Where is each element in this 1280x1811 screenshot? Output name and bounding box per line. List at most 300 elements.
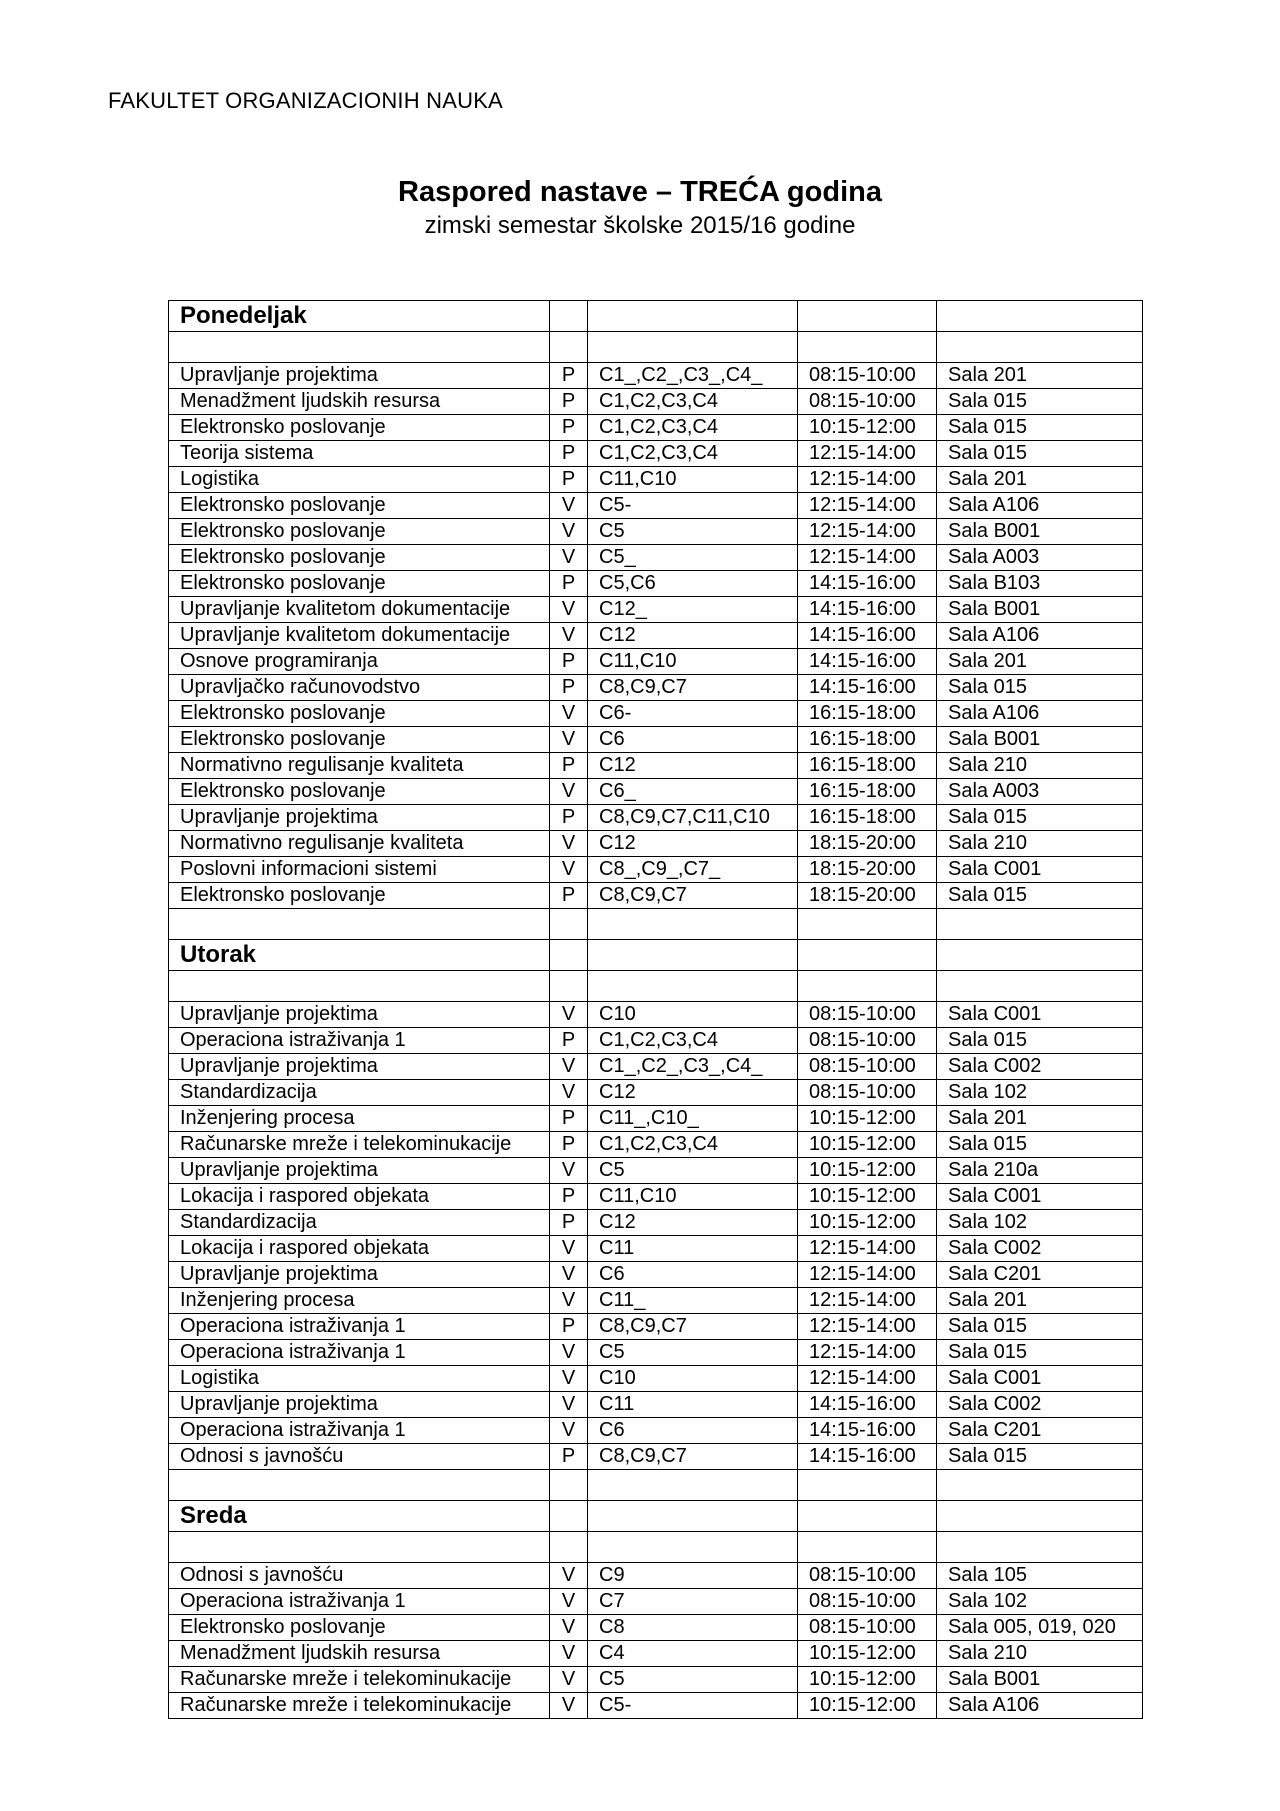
empty-cell bbox=[798, 301, 937, 332]
time-cell: 10:15-12:00 bbox=[798, 1641, 937, 1667]
empty-cell bbox=[550, 909, 588, 940]
table-row bbox=[169, 701, 1143, 727]
room-cell: Sala B001 bbox=[937, 727, 1143, 753]
room-cell: Sala C201 bbox=[937, 1418, 1143, 1444]
groups-cell: C9 bbox=[588, 1563, 798, 1589]
time-cell: 14:15-16:00 bbox=[798, 649, 937, 675]
room-cell: Sala 015 bbox=[937, 805, 1143, 831]
subject-cell: Menadžment ljudskih resursa bbox=[169, 1641, 550, 1667]
table-row bbox=[169, 1392, 1143, 1418]
groups-cell: C1_,C2_,C3_,C4_ bbox=[588, 1054, 798, 1080]
type-cell: V bbox=[550, 779, 588, 805]
subject-cell: Lokacija i raspored objekata bbox=[169, 1184, 550, 1210]
type-cell: V bbox=[550, 1340, 588, 1366]
room-cell: Sala 201 bbox=[937, 1106, 1143, 1132]
time-cell: 12:15-14:00 bbox=[798, 1288, 937, 1314]
room-cell: Sala 015 bbox=[937, 1028, 1143, 1054]
subject-cell: Operaciona istraživanja 1 bbox=[169, 1418, 550, 1444]
table-row bbox=[169, 1314, 1143, 1340]
groups-cell: C5 bbox=[588, 519, 798, 545]
empty-cell bbox=[798, 1470, 937, 1501]
empty-cell bbox=[550, 1470, 588, 1501]
table-row bbox=[169, 1615, 1143, 1641]
table-row bbox=[169, 753, 1143, 779]
room-cell: Sala 201 bbox=[937, 1288, 1143, 1314]
subject-cell: Računarske mreže i telekominukacije bbox=[169, 1132, 550, 1158]
type-cell: P bbox=[550, 415, 588, 441]
table-row bbox=[169, 1158, 1143, 1184]
groups-cell: C11 bbox=[588, 1236, 798, 1262]
type-cell: V bbox=[550, 1158, 588, 1184]
empty-cell bbox=[937, 1501, 1143, 1532]
table-row bbox=[169, 519, 1143, 545]
subject-cell: Logistika bbox=[169, 467, 550, 493]
groups-cell: C1,C2,C3,C4 bbox=[588, 441, 798, 467]
table-row bbox=[169, 1563, 1143, 1589]
empty-cell bbox=[798, 971, 937, 1002]
room-cell: Sala A003 bbox=[937, 545, 1143, 571]
empty-cell bbox=[588, 1501, 798, 1532]
table-row bbox=[169, 597, 1143, 623]
type-cell: V bbox=[550, 1641, 588, 1667]
subject-cell: Menadžment ljudskih resursa bbox=[169, 389, 550, 415]
groups-cell: C5 bbox=[588, 1667, 798, 1693]
room-cell: Sala 015 bbox=[937, 441, 1143, 467]
subject-cell: Upravljanje kvalitetom dokumentacije bbox=[169, 597, 550, 623]
time-cell: 08:15-10:00 bbox=[798, 1028, 937, 1054]
room-cell: Sala 015 bbox=[937, 415, 1143, 441]
empty-cell bbox=[169, 1532, 550, 1563]
time-cell: 10:15-12:00 bbox=[798, 1106, 937, 1132]
subject-cell: Računarske mreže i telekominukacije bbox=[169, 1693, 550, 1719]
room-cell: Sala 210 bbox=[937, 753, 1143, 779]
spacer-row bbox=[169, 1470, 1143, 1501]
subject-cell: Standardizacija bbox=[169, 1210, 550, 1236]
type-cell: V bbox=[550, 701, 588, 727]
empty-cell bbox=[588, 1532, 798, 1563]
spacer-row bbox=[169, 1532, 1143, 1563]
room-cell: Sala 105 bbox=[937, 1563, 1143, 1589]
table-row bbox=[169, 779, 1143, 805]
type-cell: P bbox=[550, 467, 588, 493]
groups-cell: C1,C2,C3,C4 bbox=[588, 1132, 798, 1158]
groups-cell: C12_ bbox=[588, 597, 798, 623]
table-row bbox=[169, 363, 1143, 389]
time-cell: 14:15-16:00 bbox=[798, 597, 937, 623]
type-cell: P bbox=[550, 883, 588, 909]
empty-cell bbox=[588, 909, 798, 940]
type-cell: P bbox=[550, 753, 588, 779]
groups-cell: C10 bbox=[588, 1366, 798, 1392]
groups-cell: C6 bbox=[588, 1418, 798, 1444]
time-cell: 14:15-16:00 bbox=[798, 1444, 937, 1470]
subject-cell: Upravljanje projektima bbox=[169, 363, 550, 389]
time-cell: 10:15-12:00 bbox=[798, 1184, 937, 1210]
type-cell: P bbox=[550, 1314, 588, 1340]
table-row bbox=[169, 883, 1143, 909]
subject-cell: Elektronsko poslovanje bbox=[169, 701, 550, 727]
table-row bbox=[169, 1002, 1143, 1028]
type-cell: V bbox=[550, 493, 588, 519]
groups-cell: C11,C10 bbox=[588, 649, 798, 675]
table-row bbox=[169, 1641, 1143, 1667]
time-cell: 16:15-18:00 bbox=[798, 753, 937, 779]
subject-cell: Elektronsko poslovanje bbox=[169, 415, 550, 441]
day-header-row bbox=[169, 940, 1143, 971]
table-row bbox=[169, 1444, 1143, 1470]
table-row bbox=[169, 467, 1143, 493]
table-row bbox=[169, 1418, 1143, 1444]
subject-cell: Upravljanje projektima bbox=[169, 1054, 550, 1080]
time-cell: 08:15-10:00 bbox=[798, 1615, 937, 1641]
faculty-name: FAKULTET ORGANIZACIONIH NAUKA bbox=[108, 88, 503, 113]
type-cell: P bbox=[550, 1028, 588, 1054]
room-cell: Sala C001 bbox=[937, 1184, 1143, 1210]
groups-cell: C8,C9,C7 bbox=[588, 883, 798, 909]
table-row bbox=[169, 1667, 1143, 1693]
room-cell: Sala B001 bbox=[937, 1667, 1143, 1693]
groups-cell: C11 bbox=[588, 1392, 798, 1418]
groups-cell: C12 bbox=[588, 831, 798, 857]
room-cell: Sala C002 bbox=[937, 1392, 1143, 1418]
groups-cell: C6 bbox=[588, 1262, 798, 1288]
table-row bbox=[169, 1028, 1143, 1054]
table-row bbox=[169, 727, 1143, 753]
empty-cell bbox=[588, 971, 798, 1002]
subject-cell: Upravljanje projektima bbox=[169, 1262, 550, 1288]
table-row bbox=[169, 1236, 1143, 1262]
room-cell: Sala A106 bbox=[937, 493, 1143, 519]
subject-cell: Upravljanje projektima bbox=[169, 1158, 550, 1184]
groups-cell: C5- bbox=[588, 493, 798, 519]
subject-cell: Elektronsko poslovanje bbox=[169, 727, 550, 753]
table-row bbox=[169, 1262, 1143, 1288]
type-cell: V bbox=[550, 1392, 588, 1418]
groups-cell: C1,C2,C3,C4 bbox=[588, 389, 798, 415]
subject-cell: Operaciona istraživanja 1 bbox=[169, 1340, 550, 1366]
groups-cell: C8,C9,C7,C11,C10 bbox=[588, 805, 798, 831]
schedule-body bbox=[169, 301, 1143, 1719]
table-row bbox=[169, 545, 1143, 571]
groups-cell: C8 bbox=[588, 1615, 798, 1641]
type-cell: V bbox=[550, 727, 588, 753]
type-cell: V bbox=[550, 623, 588, 649]
groups-cell: C12 bbox=[588, 1210, 798, 1236]
type-cell: V bbox=[550, 1288, 588, 1314]
subject-cell: Elektronsko poslovanje bbox=[169, 779, 550, 805]
type-cell: P bbox=[550, 675, 588, 701]
table-row bbox=[169, 805, 1143, 831]
type-cell: P bbox=[550, 1210, 588, 1236]
type-cell: V bbox=[550, 519, 588, 545]
subject-cell: Inženjering procesa bbox=[169, 1106, 550, 1132]
table-row bbox=[169, 1054, 1143, 1080]
room-cell: Sala 210 bbox=[937, 1641, 1143, 1667]
time-cell: 08:15-10:00 bbox=[798, 1080, 937, 1106]
day-header: Sreda bbox=[169, 1501, 550, 1532]
subject-cell: Normativno regulisanje kvaliteta bbox=[169, 753, 550, 779]
room-cell: Sala A106 bbox=[937, 623, 1143, 649]
groups-cell: C5 bbox=[588, 1340, 798, 1366]
table-row bbox=[169, 1106, 1143, 1132]
subject-cell: Osnove programiranja bbox=[169, 649, 550, 675]
room-cell: Sala 210a bbox=[937, 1158, 1143, 1184]
table-row bbox=[169, 623, 1143, 649]
subject-cell: Odnosi s javnošću bbox=[169, 1444, 550, 1470]
subject-cell: Poslovni informacioni sistemi bbox=[169, 857, 550, 883]
table-row bbox=[169, 1340, 1143, 1366]
groups-cell: C5 bbox=[588, 1158, 798, 1184]
room-cell: Sala 015 bbox=[937, 675, 1143, 701]
groups-cell: C11_,C10_ bbox=[588, 1106, 798, 1132]
groups-cell: C12 bbox=[588, 753, 798, 779]
groups-cell: C7 bbox=[588, 1589, 798, 1615]
subject-cell: Elektronsko poslovanje bbox=[169, 1615, 550, 1641]
groups-cell: C8,C9,C7 bbox=[588, 675, 798, 701]
empty-cell bbox=[588, 332, 798, 363]
time-cell: 14:15-16:00 bbox=[798, 1392, 937, 1418]
type-cell: V bbox=[550, 1080, 588, 1106]
table-row bbox=[169, 415, 1143, 441]
time-cell: 12:15-14:00 bbox=[798, 1314, 937, 1340]
time-cell: 10:15-12:00 bbox=[798, 1210, 937, 1236]
room-cell: Sala C201 bbox=[937, 1262, 1143, 1288]
table-row bbox=[169, 1288, 1143, 1314]
groups-cell: C1,C2,C3,C4 bbox=[588, 415, 798, 441]
subject-cell: Elektronsko poslovanje bbox=[169, 883, 550, 909]
table-row bbox=[169, 441, 1143, 467]
type-cell: V bbox=[550, 1589, 588, 1615]
groups-cell: C1_,C2_,C3_,C4_ bbox=[588, 363, 798, 389]
table-row bbox=[169, 493, 1143, 519]
room-cell: Sala 102 bbox=[937, 1589, 1143, 1615]
empty-cell bbox=[550, 1532, 588, 1563]
type-cell: P bbox=[550, 571, 588, 597]
subject-cell: Operaciona istraživanja 1 bbox=[169, 1028, 550, 1054]
table-row bbox=[169, 1589, 1143, 1615]
table-row bbox=[169, 1184, 1143, 1210]
time-cell: 12:15-14:00 bbox=[798, 441, 937, 467]
groups-cell: C6- bbox=[588, 701, 798, 727]
empty-cell bbox=[937, 940, 1143, 971]
groups-cell: C6 bbox=[588, 727, 798, 753]
time-cell: 12:15-14:00 bbox=[798, 545, 937, 571]
subject-cell: Lokacija i raspored objekata bbox=[169, 1236, 550, 1262]
table-row bbox=[169, 1080, 1143, 1106]
time-cell: 08:15-10:00 bbox=[798, 363, 937, 389]
subject-cell: Upravljanje kvalitetom dokumentacije bbox=[169, 623, 550, 649]
table-row bbox=[169, 831, 1143, 857]
time-cell: 18:15-20:00 bbox=[798, 883, 937, 909]
subject-cell: Upravljanje projektima bbox=[169, 805, 550, 831]
type-cell: V bbox=[550, 1418, 588, 1444]
type-cell: V bbox=[550, 1054, 588, 1080]
room-cell: Sala A106 bbox=[937, 701, 1143, 727]
room-cell: Sala 102 bbox=[937, 1210, 1143, 1236]
subject-cell: Elektronsko poslovanje bbox=[169, 519, 550, 545]
groups-cell: C5,C6 bbox=[588, 571, 798, 597]
time-cell: 08:15-10:00 bbox=[798, 389, 937, 415]
room-cell: Sala 201 bbox=[937, 467, 1143, 493]
subject-cell: Računarske mreže i telekominukacije bbox=[169, 1667, 550, 1693]
schedule-table bbox=[168, 300, 1143, 1719]
room-cell: Sala 015 bbox=[937, 1444, 1143, 1470]
page-title: Raspored nastave – TREĆA godina bbox=[398, 176, 882, 208]
room-cell: Sala 005, 019, 020 bbox=[937, 1615, 1143, 1641]
room-cell: Sala 015 bbox=[937, 1132, 1143, 1158]
empty-cell bbox=[550, 332, 588, 363]
groups-cell: C1,C2,C3,C4 bbox=[588, 1028, 798, 1054]
room-cell: Sala 015 bbox=[937, 883, 1143, 909]
type-cell: P bbox=[550, 1106, 588, 1132]
room-cell: Sala 015 bbox=[937, 389, 1143, 415]
subject-cell: Normativno regulisanje kvaliteta bbox=[169, 831, 550, 857]
type-cell: V bbox=[550, 1615, 588, 1641]
empty-cell bbox=[798, 940, 937, 971]
time-cell: 12:15-14:00 bbox=[798, 467, 937, 493]
time-cell: 08:15-10:00 bbox=[798, 1589, 937, 1615]
time-cell: 18:15-20:00 bbox=[798, 831, 937, 857]
room-cell: Sala B001 bbox=[937, 519, 1143, 545]
type-cell: P bbox=[550, 805, 588, 831]
time-cell: 16:15-18:00 bbox=[798, 779, 937, 805]
spacer-row bbox=[169, 909, 1143, 940]
time-cell: 14:15-16:00 bbox=[798, 623, 937, 649]
room-cell: Sala 201 bbox=[937, 363, 1143, 389]
day-header-row bbox=[169, 1501, 1143, 1532]
table-row bbox=[169, 857, 1143, 883]
type-cell: V bbox=[550, 1002, 588, 1028]
room-cell: Sala 015 bbox=[937, 1340, 1143, 1366]
table-row bbox=[169, 1366, 1143, 1392]
table-row bbox=[169, 1693, 1143, 1719]
groups-cell: C5- bbox=[588, 1693, 798, 1719]
empty-cell bbox=[798, 909, 937, 940]
empty-cell bbox=[550, 971, 588, 1002]
table-row bbox=[169, 1132, 1143, 1158]
time-cell: 14:15-16:00 bbox=[798, 675, 937, 701]
empty-cell bbox=[937, 971, 1143, 1002]
type-cell: V bbox=[550, 1262, 588, 1288]
time-cell: 12:15-14:00 bbox=[798, 1366, 937, 1392]
subject-cell: Standardizacija bbox=[169, 1080, 550, 1106]
table-row bbox=[169, 389, 1143, 415]
type-cell: P bbox=[550, 363, 588, 389]
type-cell: V bbox=[550, 1693, 588, 1719]
type-cell: P bbox=[550, 1132, 588, 1158]
type-cell: V bbox=[550, 1236, 588, 1262]
time-cell: 16:15-18:00 bbox=[798, 727, 937, 753]
room-cell: Sala B103 bbox=[937, 571, 1143, 597]
empty-cell bbox=[588, 940, 798, 971]
subject-cell: Upravljanje projektima bbox=[169, 1392, 550, 1418]
subject-cell: Elektronsko poslovanje bbox=[169, 571, 550, 597]
empty-cell bbox=[937, 301, 1143, 332]
room-cell: Sala C001 bbox=[937, 1366, 1143, 1392]
empty-cell bbox=[937, 1470, 1143, 1501]
subject-cell: Upravljanje projektima bbox=[169, 1002, 550, 1028]
groups-cell: C8,C9,C7 bbox=[588, 1314, 798, 1340]
room-cell: Sala 210 bbox=[937, 831, 1143, 857]
empty-cell bbox=[798, 332, 937, 363]
empty-cell bbox=[169, 971, 550, 1002]
time-cell: 16:15-18:00 bbox=[798, 701, 937, 727]
subject-cell: Odnosi s javnošću bbox=[169, 1563, 550, 1589]
day-header: Ponedeljak bbox=[169, 301, 550, 332]
groups-cell: C8,C9,C7 bbox=[588, 1444, 798, 1470]
room-cell: Sala C002 bbox=[937, 1054, 1143, 1080]
room-cell: Sala 102 bbox=[937, 1080, 1143, 1106]
groups-cell: C11_ bbox=[588, 1288, 798, 1314]
type-cell: P bbox=[550, 1444, 588, 1470]
type-cell: V bbox=[550, 1366, 588, 1392]
empty-cell bbox=[550, 1501, 588, 1532]
groups-cell: C11,C10 bbox=[588, 467, 798, 493]
time-cell: 14:15-16:00 bbox=[798, 571, 937, 597]
empty-cell bbox=[798, 1501, 937, 1532]
room-cell: Sala C001 bbox=[937, 1002, 1143, 1028]
type-cell: P bbox=[550, 649, 588, 675]
empty-cell bbox=[550, 940, 588, 971]
room-cell: Sala A106 bbox=[937, 1693, 1143, 1719]
time-cell: 12:15-14:00 bbox=[798, 1236, 937, 1262]
empty-cell bbox=[169, 909, 550, 940]
room-cell: Sala B001 bbox=[937, 597, 1143, 623]
subject-cell: Teorija sistema bbox=[169, 441, 550, 467]
type-cell: V bbox=[550, 597, 588, 623]
time-cell: 14:15-16:00 bbox=[798, 1418, 937, 1444]
room-cell: Sala C001 bbox=[937, 857, 1143, 883]
room-cell: Sala C002 bbox=[937, 1236, 1143, 1262]
time-cell: 10:15-12:00 bbox=[798, 1693, 937, 1719]
type-cell: P bbox=[550, 441, 588, 467]
table-row bbox=[169, 1210, 1143, 1236]
type-cell: V bbox=[550, 545, 588, 571]
type-cell: V bbox=[550, 831, 588, 857]
groups-cell: C10 bbox=[588, 1002, 798, 1028]
type-cell: V bbox=[550, 1667, 588, 1693]
time-cell: 12:15-14:00 bbox=[798, 1340, 937, 1366]
room-cell: Sala 015 bbox=[937, 1314, 1143, 1340]
type-cell: V bbox=[550, 857, 588, 883]
time-cell: 12:15-14:00 bbox=[798, 1262, 937, 1288]
groups-cell: C4 bbox=[588, 1641, 798, 1667]
table-row bbox=[169, 571, 1143, 597]
table-row bbox=[169, 675, 1143, 701]
groups-cell: C11,C10 bbox=[588, 1184, 798, 1210]
type-cell: V bbox=[550, 1563, 588, 1589]
empty-cell bbox=[937, 332, 1143, 363]
day-header: Utorak bbox=[169, 940, 550, 971]
subject-cell: Elektronsko poslovanje bbox=[169, 493, 550, 519]
groups-cell: C5_ bbox=[588, 545, 798, 571]
page-subtitle: zimski semestar školske 2015/16 godine bbox=[424, 212, 856, 239]
empty-cell bbox=[169, 332, 550, 363]
groups-cell: C12 bbox=[588, 1080, 798, 1106]
time-cell: 10:15-12:00 bbox=[798, 1667, 937, 1693]
time-cell: 08:15-10:00 bbox=[798, 1054, 937, 1080]
empty-cell bbox=[937, 909, 1143, 940]
empty-cell bbox=[588, 301, 798, 332]
subject-cell: Operaciona istraživanja 1 bbox=[169, 1314, 550, 1340]
time-cell: 12:15-14:00 bbox=[798, 493, 937, 519]
subject-cell: Operaciona istraživanja 1 bbox=[169, 1589, 550, 1615]
groups-cell: C8_,C9_,C7_ bbox=[588, 857, 798, 883]
type-cell: P bbox=[550, 1184, 588, 1210]
table-row bbox=[169, 649, 1143, 675]
empty-cell bbox=[937, 1532, 1143, 1563]
time-cell: 16:15-18:00 bbox=[798, 805, 937, 831]
